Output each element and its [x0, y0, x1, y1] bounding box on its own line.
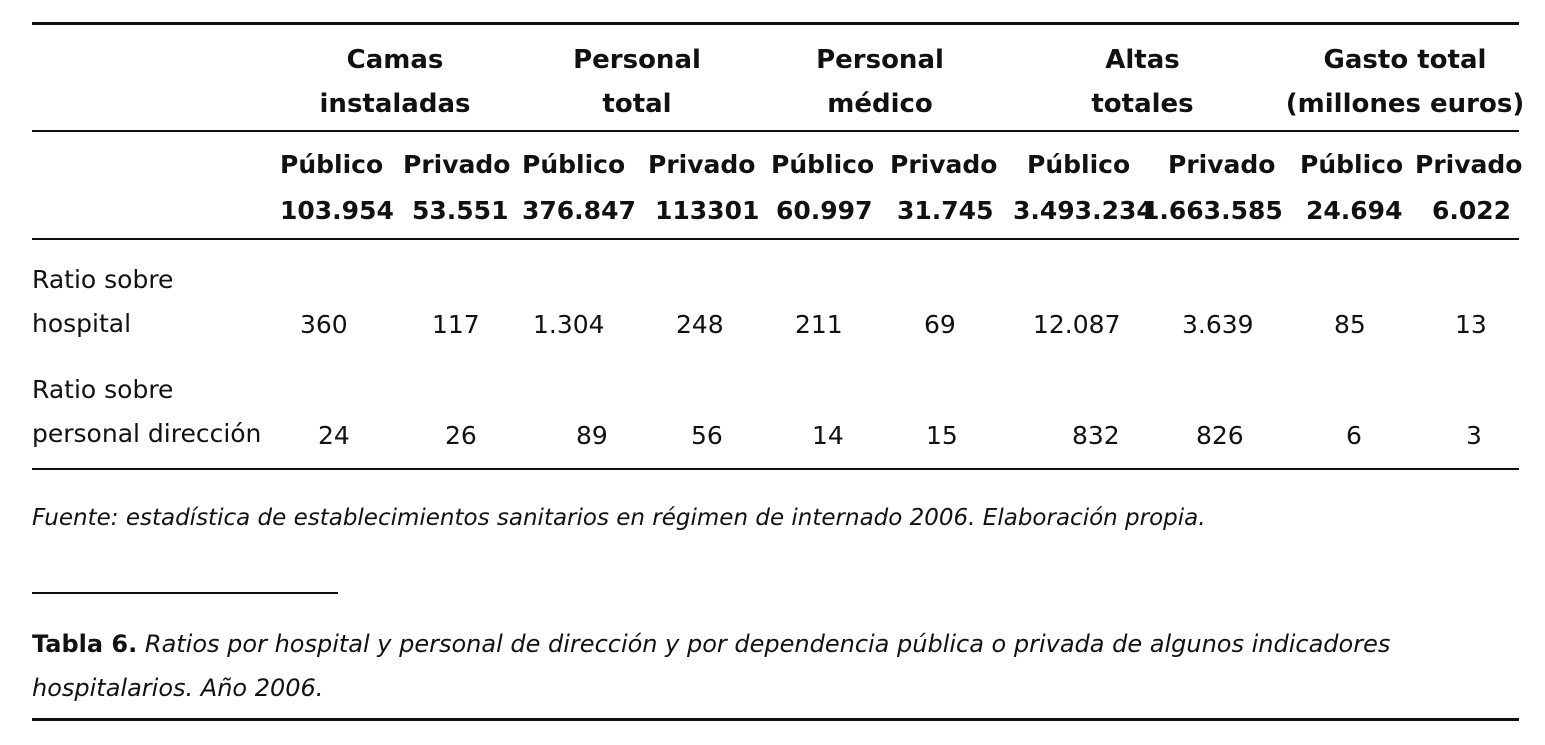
- subheader-divider-rule: [32, 238, 1519, 240]
- ratio-value: 832: [1072, 421, 1120, 450]
- ratio-value: 13: [1455, 310, 1487, 339]
- total-value: 6.022: [1432, 196, 1512, 225]
- total-value: 1.663.585: [1142, 196, 1283, 225]
- total-value: 31.745: [897, 196, 994, 225]
- ratio-value: 211: [795, 310, 843, 339]
- group-header-line: Personal: [573, 45, 701, 75]
- caption-label: Tabla 6.: [32, 630, 138, 658]
- ratio-value: 248: [676, 310, 724, 339]
- total-value: 113301: [655, 196, 760, 225]
- row-label: [32, 368, 261, 456]
- caption-text: Ratios por hospital y personal de dirección y por dependencia pública o privada de algunos indicadores hospitalarios. Año 2006.: [32, 630, 1391, 702]
- group-header-line: Personal: [816, 45, 944, 75]
- group-header-line: Gasto total: [1323, 45, 1487, 75]
- ratio-value: 12.087: [1033, 310, 1121, 339]
- total-value: 3.493.234: [1013, 196, 1154, 225]
- ratio-value: 24: [318, 421, 350, 450]
- group-header-personal-medico: [765, 38, 995, 118]
- total-value: 376.847: [522, 196, 636, 225]
- subheader-privado: Privado: [648, 150, 756, 179]
- total-value: 24.694: [1306, 196, 1403, 225]
- row-label-line: hospital: [32, 309, 132, 338]
- group-header-line: Camas: [346, 45, 444, 75]
- source-note: Fuente: estadística de establecimientos sanitarios en régimen de internado 2006. Elaboración propia.: [32, 505, 1206, 531]
- table-top-rule: [32, 22, 1519, 25]
- group-header-line: totales: [1091, 89, 1194, 119]
- ratio-value: 26: [445, 421, 477, 450]
- subheader-privado: Privado: [403, 150, 511, 179]
- ratio-value: 69: [924, 310, 956, 339]
- subheader-privado: Privado: [1168, 150, 1276, 179]
- group-header-line: Altas: [1105, 45, 1180, 75]
- group-header-line: (millones euros): [1285, 89, 1525, 119]
- ratio-value: 826: [1196, 421, 1244, 450]
- subheader-publico: Público: [1300, 150, 1404, 179]
- ratio-value: 117: [432, 310, 480, 339]
- row-label-line: Ratio sobre: [32, 375, 174, 404]
- row-label-line: Ratio sobre: [32, 265, 174, 294]
- group-header-line: médico: [827, 89, 933, 119]
- ratio-value: 3: [1466, 421, 1482, 450]
- total-value: 53.551: [412, 196, 509, 225]
- ratio-value: 3.639: [1182, 310, 1254, 339]
- ratio-value: 1.304: [533, 310, 605, 339]
- subheader-privado: Privado: [1415, 150, 1523, 179]
- group-header-personal-total: [522, 38, 752, 118]
- caption-separator: [32, 592, 338, 594]
- subheader-publico: Público: [1027, 150, 1131, 179]
- subheader-publico: Público: [280, 150, 384, 179]
- total-value: 103.954: [280, 196, 394, 225]
- total-value: 60.997: [776, 196, 873, 225]
- group-header-line: total: [602, 89, 672, 119]
- ratio-value: 89: [576, 421, 608, 450]
- group-header-altas: [1015, 38, 1270, 118]
- ratio-value: 14: [812, 421, 844, 450]
- ratio-value: 56: [691, 421, 723, 450]
- ratio-value: 85: [1334, 310, 1366, 339]
- caption-bottom-rule: [32, 718, 1519, 721]
- table-bottom-rule: [32, 468, 1519, 470]
- table-caption: [32, 622, 1472, 710]
- header-divider-rule: [32, 130, 1519, 132]
- ratio-value: 6: [1346, 421, 1362, 450]
- ratio-value: 15: [926, 421, 958, 450]
- ratio-value: 360: [300, 310, 348, 339]
- row-label-line: personal dirección: [32, 419, 262, 448]
- group-header-gasto: [1285, 38, 1525, 118]
- group-header-camas: [280, 38, 510, 118]
- subheader-publico: Público: [522, 150, 626, 179]
- subheader-publico: Público: [771, 150, 875, 179]
- group-header-line: instaladas: [319, 89, 471, 119]
- row-label: [32, 258, 173, 346]
- subheader-privado: Privado: [890, 150, 998, 179]
